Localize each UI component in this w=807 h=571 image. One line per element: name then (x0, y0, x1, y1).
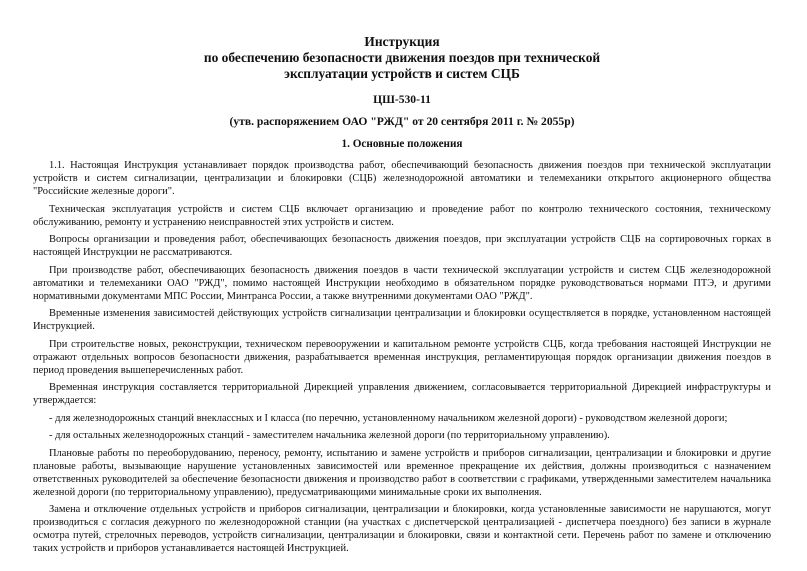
title-line-3: эксплуатации устройств и систем СЦБ (284, 66, 520, 81)
list-item-major-stations: - для железнодорожных станций внеклассных и I класса (по перечню, установленному начальником железной дороги) - руководством железной дороги; (49, 412, 728, 424)
paragraph-replacement: Замена и отключение отдельных устройств и приборов сигнализации, централизации и блокировки, когда установленные зависимости не нарушаются, могут производиться с согласия дежурного по железнодорожной станции (на участках с диспетчерской централизацией - диспетчера поездного) без записи в журнале осмотра путей, стрелочных переводов, устройств сигнализации, централизации и блокировки, связи и контактной сети. Перечень работ по замене и отключению таких устройств и приборов устанавливается настоящей Инструкцией. (33, 504, 771, 554)
paragraph-temporary-changes: Временные изменения зависимостей действующих устройств сигнализации централизации и блокировки осуществляется в порядке, установленном настоящей Инструкцией. (33, 308, 771, 332)
paragraph-planned-works: Плановые работы по переоборудованию, переносу, ремонту, испытанию и замене устройств и приборов сигнализации, централизации и блокировки и другие плановые работы, вызывающие нарушение установленных зависимостей или временное прекращение их действия, должны производиться с назначением ответственных руководителей за обеспечение безопасности движения и производство работ в соответствии с графиками, утвержденными заместителем начальника железной дороги (по территориальному управлению), предусматривающими минимальные сроки их выполнения. (33, 447, 771, 498)
document-code: ЦШ-530-11 (373, 93, 431, 106)
paragraph-1-1: 1.1. Настоящая Инструкция устанавливает порядок производства работ, обеспечивающий безопасность движения поездов при технической эксплуатации устройств и систем сигнализации, централизации и блокировки (СЦБ) железнодорожной автоматики и телемеханики открытого акционерного общества "Российские железные дороги". (33, 160, 771, 197)
document-title (33, 34, 771, 82)
section-heading: 1. Основные положения (341, 138, 463, 150)
paragraph-technical-operation: Техническая эксплуатация устройств и систем СЦБ включает организацию и проведение работ по контролю технического состояния, техническому обслуживанию, ремонту и устранению неисправностей этих устройств и систем. (33, 203, 771, 228)
approval-note: (утв. распоряжением ОАО "РЖД" от 20 сентября 2011 г. № 2055р) (229, 115, 575, 128)
paragraph-regulations: При производстве работ, обеспечивающих безопасность движения поездов в части технической эксплуатации устройств и систем СЦБ железнодорожной автоматики и телемеханики ОАО "РЖД", помимо настоящей Инструкции необходимо в обязательном порядке руководствоваться нормами ПТЭ, и другими нормативными документами МПС России, Минтранса России, а также внутренними документами ОАО "РЖД". (33, 264, 771, 302)
title-line-1: Инструкция (364, 34, 440, 49)
paragraph-temporary-instruction: Временная инструкция составляется территориальной Дирекцией управления движением, согласовывается территориальной Дирекцией инфраструктуры и утверждается: (33, 382, 771, 406)
paragraph-construction: При строительстве новых, реконструкции, техническом перевооружении и капитальном ремонте устройств СЦБ, когда требования настоящей Инструкции не отражают отдельных вопросов безопасности движения, разрабатывается временная инструкция, регламентирующая порядок организации движения поездов в период проведения вышеперечисленных работ. (33, 338, 771, 376)
document-body (33, 159, 771, 555)
list-item-other-stations: - для остальных железнодорожных станций - заместителем начальника железной дороги (по территориальному управлению). (49, 430, 610, 441)
title-line-2: по обеспечению безопасности движения поездов при технической (203, 50, 601, 65)
paragraph-sorting-humps: Вопросы организации и проведения работ, обеспечивающих безопасность движения поездов, при эксплуатации устройств СЦБ на сортировочных горках в настоящей Инструкции не рассматриваются. (33, 234, 771, 258)
